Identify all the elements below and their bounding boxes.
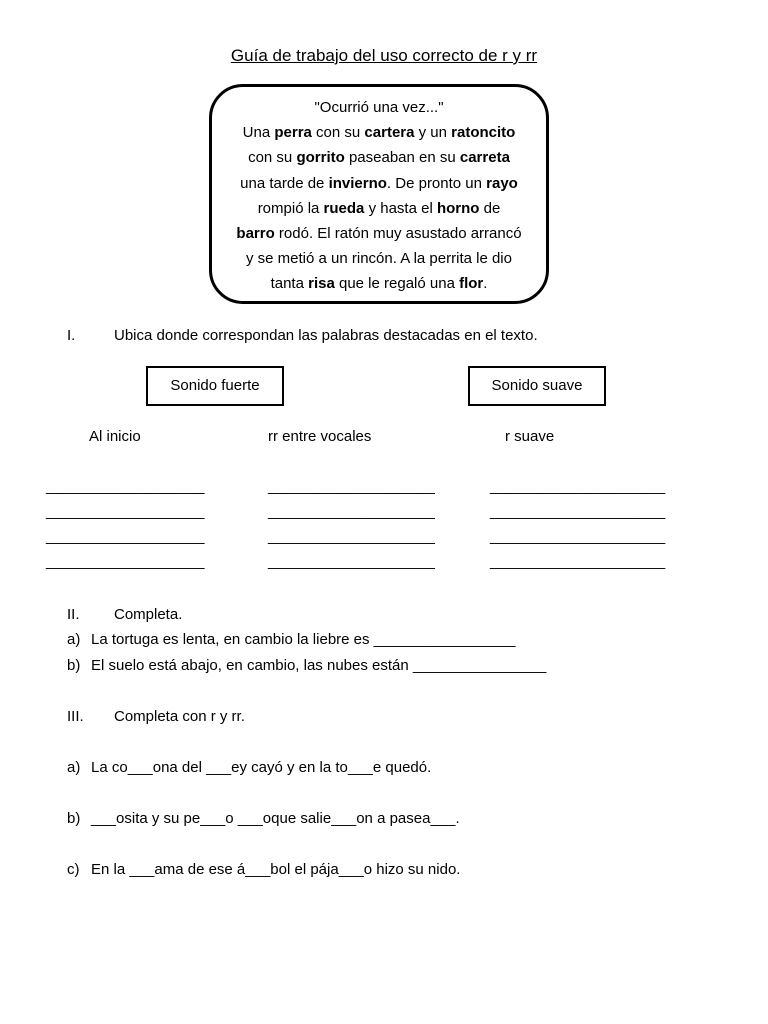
answer-blank[interactable]: ____________________ <box>268 478 435 495</box>
highlighted-word: barro <box>236 225 275 243</box>
highlighted-word: flor <box>459 275 484 293</box>
section2-b-label: b) <box>67 657 81 674</box>
box-sonido-fuerte: Sonido fuerte <box>146 366 284 406</box>
column-header-r-suave: r suave <box>505 428 555 445</box>
highlighted-word: perra <box>274 124 312 142</box>
story-line <box>212 196 546 221</box>
story-segment: "Ocurrió una vez..." <box>314 99 444 116</box>
story-line <box>212 221 546 246</box>
answer-blank[interactable]: ____________________ <box>268 528 435 545</box>
story-segment: . De pronto un <box>386 174 487 192</box>
story-segment: con su <box>311 124 365 142</box>
story-line <box>212 120 546 145</box>
story-segment: Una <box>242 124 275 142</box>
story-segment: con su <box>248 149 297 167</box>
column-header-al-inicio: Al inicio <box>89 428 141 445</box>
section3-instruction: Completa con r y rr. <box>114 708 245 725</box>
story-line <box>212 171 546 196</box>
blank-column-1 <box>46 478 205 578</box>
section1-instruction: Ubica donde correspondan las palabras destacadas en el texto. <box>114 327 538 344</box>
story-line <box>212 145 546 170</box>
story-segment: rodó. El ratón muy asustado arrancó <box>274 225 522 243</box>
answer-blank[interactable]: _____________________ <box>490 528 666 545</box>
highlighted-word: rueda <box>323 199 365 217</box>
section3-number: III. <box>67 708 84 725</box>
story-segment: y hasta el <box>364 199 437 217</box>
highlighted-word: horno <box>436 199 480 217</box>
blank-column-3 <box>490 478 665 578</box>
answer-blank[interactable]: _____________________ <box>490 503 666 520</box>
section2-number: II. <box>67 606 80 623</box>
box-sonido-suave: Sonido suave <box>468 366 606 406</box>
highlighted-word: gorrito <box>296 149 345 167</box>
section3-a-label: a) <box>67 759 81 776</box>
page-title: Guía de trabajo del uso correcto de r y rr <box>230 46 538 65</box>
story-segment: . <box>483 275 488 293</box>
highlighted-word: rayo <box>486 174 518 192</box>
highlighted-word: risa <box>308 275 335 293</box>
story-line <box>212 271 546 296</box>
story-segment: rompió la <box>257 199 324 217</box>
answer-blank[interactable]: ___________________ <box>46 503 205 520</box>
blank-column-2 <box>268 478 435 578</box>
section1-number: I. <box>67 327 76 344</box>
story-segment: y un <box>414 124 452 142</box>
answer-blank[interactable]: ___________________ <box>46 528 205 545</box>
answer-blank[interactable]: ____________________ <box>268 503 435 520</box>
section3-c-text: En la ___ama de ese á___bol el pája___o hizo su nido. <box>91 861 461 878</box>
story-line <box>212 246 546 271</box>
answer-blank[interactable]: _____________________ <box>490 478 666 495</box>
section2-a-label: a) <box>67 631 81 648</box>
section3-c-label: c) <box>67 861 80 878</box>
answer-blank[interactable]: ___________________ <box>46 478 205 495</box>
story-text <box>212 95 546 297</box>
answer-blank[interactable]: _____________________ <box>490 553 666 570</box>
story-segment: y se metió a un rincón. A la perrita le dio <box>246 250 512 268</box>
story-segment: de <box>479 199 501 217</box>
highlighted-word: ratoncito <box>451 124 516 142</box>
section3-a-text: La co___ona del ___ey cayó y en la to___e quedó. <box>91 759 432 776</box>
story-segment: tanta <box>270 275 309 293</box>
section3-b-text: ___osita y su pe___o ___oque salie___on a pasea___. <box>91 810 460 827</box>
highlighted-word: carreta <box>459 149 510 167</box>
story-segment: una tarde de <box>240 174 329 192</box>
answer-blank[interactable]: ___________________ <box>46 553 205 570</box>
section2-a-text: La tortuga es lenta, en cambio la liebre es _________________ <box>91 631 516 648</box>
highlighted-word: invierno <box>328 174 387 192</box>
answer-blank[interactable]: ____________________ <box>268 553 435 570</box>
story-line <box>212 95 546 120</box>
story-segment: paseaban en su <box>344 149 460 167</box>
section3-b-label: b) <box>67 810 81 827</box>
story-segment: que le regaló una <box>334 275 460 293</box>
section2-b-text: El suelo está abajo, en cambio, las nubes están ________________ <box>91 657 547 674</box>
column-header-rr-entre-vocales: rr entre vocales <box>268 428 372 445</box>
highlighted-word: cartera <box>364 124 415 142</box>
story-box <box>209 84 549 304</box>
section2-instruction: Completa. <box>114 606 183 623</box>
